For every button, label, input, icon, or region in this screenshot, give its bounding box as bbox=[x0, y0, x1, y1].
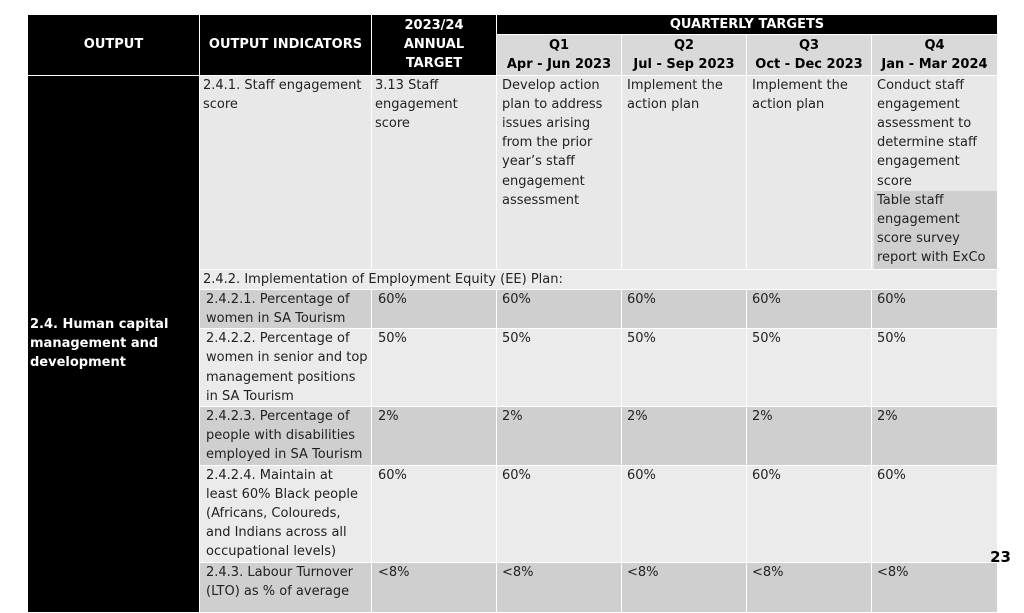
q3-cell: <8% bbox=[747, 562, 872, 612]
indicator-cell: 2.4.2.4. Maintain at least 60% Black people (Africans, Coloureds, and Indians across all occupational levels) bbox=[200, 465, 372, 562]
q2-cell: 50% bbox=[622, 329, 747, 407]
q3-cell: 2% bbox=[747, 407, 872, 466]
q4-label: Q4 bbox=[924, 38, 945, 54]
q3-cell: 60% bbox=[747, 289, 872, 328]
q1-cell: 50% bbox=[497, 329, 622, 407]
q4-cell: <8% bbox=[872, 562, 998, 612]
q4-text-a: Conduct staff engagement assessment to determine staff engagement score bbox=[877, 77, 977, 189]
header-annual-target: 2023/24 ANNUAL TARGET bbox=[372, 15, 497, 76]
q2-period: Jul - Sep 2023 bbox=[633, 57, 735, 73]
q2-cell: 60% bbox=[622, 289, 747, 328]
header-output: OUTPUT bbox=[28, 15, 200, 76]
indicator-cell: 2.4.2.2. Percentage of women in senior and top management positions in SA Tourism bbox=[200, 329, 372, 407]
annual-cell: 2% bbox=[372, 407, 497, 466]
q4-period: Jan - Mar 2024 bbox=[881, 57, 988, 73]
header-q1 bbox=[497, 35, 622, 75]
q2-label: Q2 bbox=[673, 38, 695, 54]
q4-cell: 60% bbox=[872, 465, 998, 562]
quarterly-targets-table bbox=[27, 14, 998, 613]
q3-cell: 60% bbox=[747, 465, 872, 562]
q3-cell: Implement the action plan bbox=[747, 75, 872, 269]
q2-cell: <8% bbox=[622, 562, 747, 612]
q1-period: Apr - Jun 2023 bbox=[506, 57, 612, 73]
q1-label: Q1 bbox=[548, 38, 570, 54]
annual-cell: <8% bbox=[372, 562, 497, 612]
q2-cell: 60% bbox=[622, 465, 747, 562]
header-q3 bbox=[747, 35, 872, 75]
q2-cell: Implement the action plan bbox=[622, 75, 747, 269]
q3-cell: 50% bbox=[747, 329, 872, 407]
header-quarterly-targets: QUARTERLY TARGETS bbox=[497, 15, 998, 35]
ee-heading: 2.4.2. Implementation of Employment Equity (EE) Plan: bbox=[200, 269, 998, 289]
q4-cell: 50% bbox=[872, 329, 998, 407]
annual-cell: 60% bbox=[372, 289, 497, 328]
header-q2 bbox=[622, 35, 747, 75]
q4-text-b: Table staff engagement score survey report with ExCo bbox=[874, 191, 997, 269]
q3-period: Oct - Dec 2023 bbox=[755, 57, 863, 73]
header-output-indicators: OUTPUT INDICATORS bbox=[200, 15, 372, 76]
q1-cell: Develop action plan to address issues arising from the prior year’s staff engagement assessment bbox=[497, 75, 622, 269]
q4-cell: 2% bbox=[872, 407, 998, 466]
q2-cell: 2% bbox=[622, 407, 747, 466]
q1-cell: 60% bbox=[497, 465, 622, 562]
table-row bbox=[28, 75, 998, 269]
indicator-cell: 2.4.1. Staff engagement score bbox=[200, 75, 372, 269]
q1-cell: 60% bbox=[497, 289, 622, 328]
q3-label: Q3 bbox=[798, 38, 820, 54]
q1-cell: 2% bbox=[497, 407, 622, 466]
q1-cell: <8% bbox=[497, 562, 622, 612]
indicator-cell: 2.4.2.3. Percentage of people with disabilities employed in SA Tourism bbox=[200, 407, 372, 466]
output-label: 2.4. Human capital management and development bbox=[28, 75, 200, 612]
page-number: 23 bbox=[990, 548, 1011, 566]
q4-cell: 60% bbox=[872, 289, 998, 328]
annual-cell: 50% bbox=[372, 329, 497, 407]
annual-cell: 3.13 Staff engagement score bbox=[372, 75, 497, 269]
q4-cell bbox=[872, 75, 998, 269]
indicator-cell: 2.4.2.1. Percentage of women in SA Tourism bbox=[200, 289, 372, 328]
annual-cell: 60% bbox=[372, 465, 497, 562]
indicator-cell: 2.4.3. Labour Turnover (LTO) as % of average bbox=[200, 562, 372, 612]
header-q4 bbox=[872, 35, 998, 75]
